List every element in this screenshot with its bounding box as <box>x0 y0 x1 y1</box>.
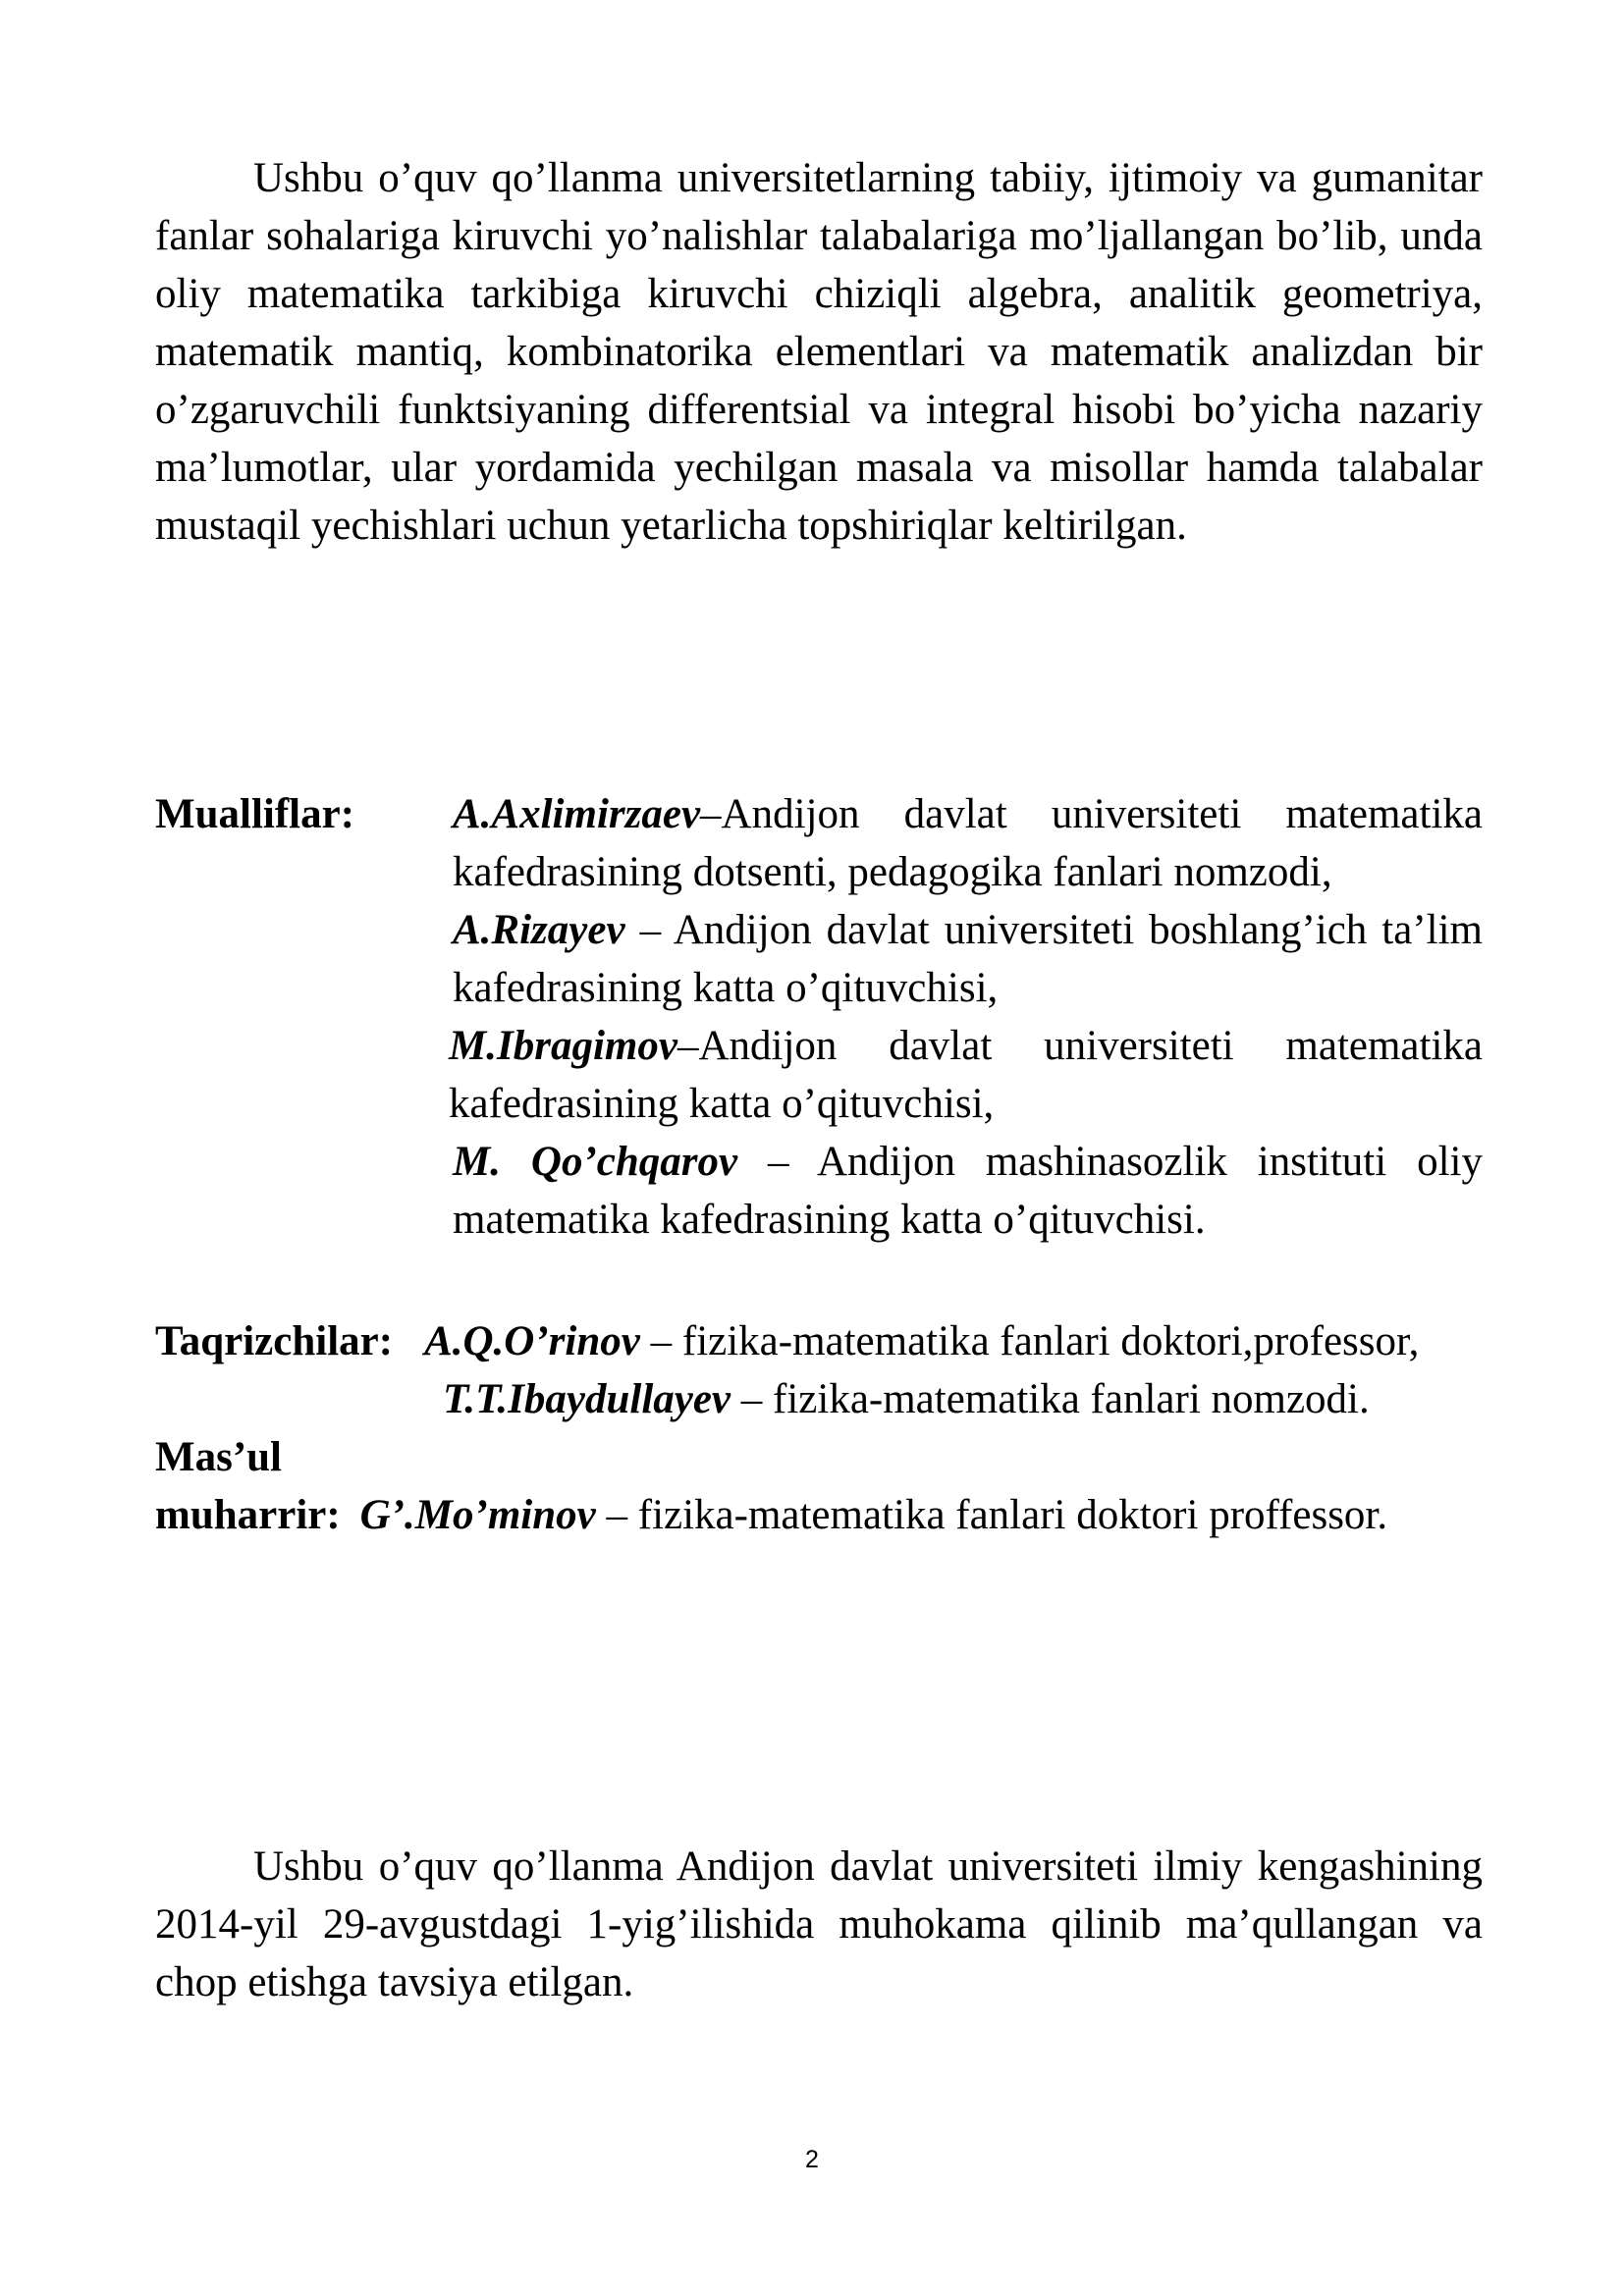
author-name: A.Rizayev <box>453 907 625 953</box>
page-number: 2 <box>805 2146 819 2173</box>
editor-label-first: Mas’ul <box>155 1434 282 1480</box>
author-name: M.Ibragimov <box>449 1023 677 1069</box>
author-entry <box>449 1017 1483 1133</box>
reviewers-section <box>155 1312 1483 1428</box>
author-entry <box>453 901 1483 1017</box>
author-description: –Andijon davlat universiteti matematika kafedrasining dotsenti, pedagogika fanlari nomzodi, <box>453 791 1483 895</box>
editor-label-second: muharrir: <box>155 1492 341 1538</box>
reviewer-description: – fizika-matematika fanlari nomzodi. <box>731 1376 1370 1422</box>
reviewer-line <box>155 1312 1483 1370</box>
editor-description: – fizika-matematika fanlari doktori proffessor. <box>595 1492 1388 1538</box>
approval-section <box>155 1838 1483 2011</box>
intro-paragraph: Ushbu o’quv qo’llanma universitetlarning tabiiy, ijtimoiy va gumanitar fanlar sohalariga kiruvchi yo’nalishlar talabalariga mo’ljallangan bo’lib, unda oliy matematika tarkibiga kiruvchi chiziqli algebra, analitik geometriya, matematik mantiq, kombinatorika elementlari va matematik analizdan bir o’zgaruvchili funktsiyaning differentsial va integral hisobi bo’yicha nazariy ma’lumotlar, ular yordamida yechilgan masala va misollar hamda talabalar mustaqil yechishlari uchun yetarlicha topshiriqlar keltirilgan. <box>155 155 1483 549</box>
author-description: – Andijon mashinasozlik instituti oliy matematika kafedrasining katta o’qituvchisi. <box>453 1139 1483 1243</box>
author-description: –Andijon davlat universiteti matematika kafedrasining katta o’qituvchisi, <box>449 1023 1483 1127</box>
author-description: – Andijon davlat universiteti boshlang’ich ta’lim kafedrasining katta o’qituvchisi, <box>453 907 1483 1011</box>
reviewer-name: A.Q.O’rinov <box>424 1318 640 1364</box>
intro-section <box>155 149 1483 555</box>
editor-section <box>155 1428 1483 1544</box>
reviewers-label: Taqrizchilar: <box>155 1318 394 1364</box>
reviewer-name: T.T.Ibaydullayev <box>443 1376 731 1422</box>
reviewer-line <box>155 1370 1483 1428</box>
authors-label: Mualliflar: <box>155 791 355 837</box>
editor-line <box>155 1486 1483 1544</box>
author-name: M. Qo’chqarov <box>453 1139 738 1185</box>
editor-name: G’.Mo’minov <box>359 1492 596 1538</box>
editor-label-line <box>155 1428 1483 1486</box>
reviewer-description: – fizika-matematika fanlari doktori,professor, <box>639 1318 1420 1364</box>
authors-list <box>449 785 1483 1249</box>
author-entry <box>453 1133 1483 1249</box>
author-entry <box>453 785 1483 901</box>
approval-paragraph: Ushbu o’quv qo’llanma Andijon davlat universiteti ilmiy kengashining 2014-yil 29-avgustdagi 1-yig’ilishida muhokama qilinib ma’qullangan va chop etishga tavsiya etilgan. <box>155 1843 1483 2005</box>
author-name: A.Axlimirzaev <box>453 791 701 837</box>
